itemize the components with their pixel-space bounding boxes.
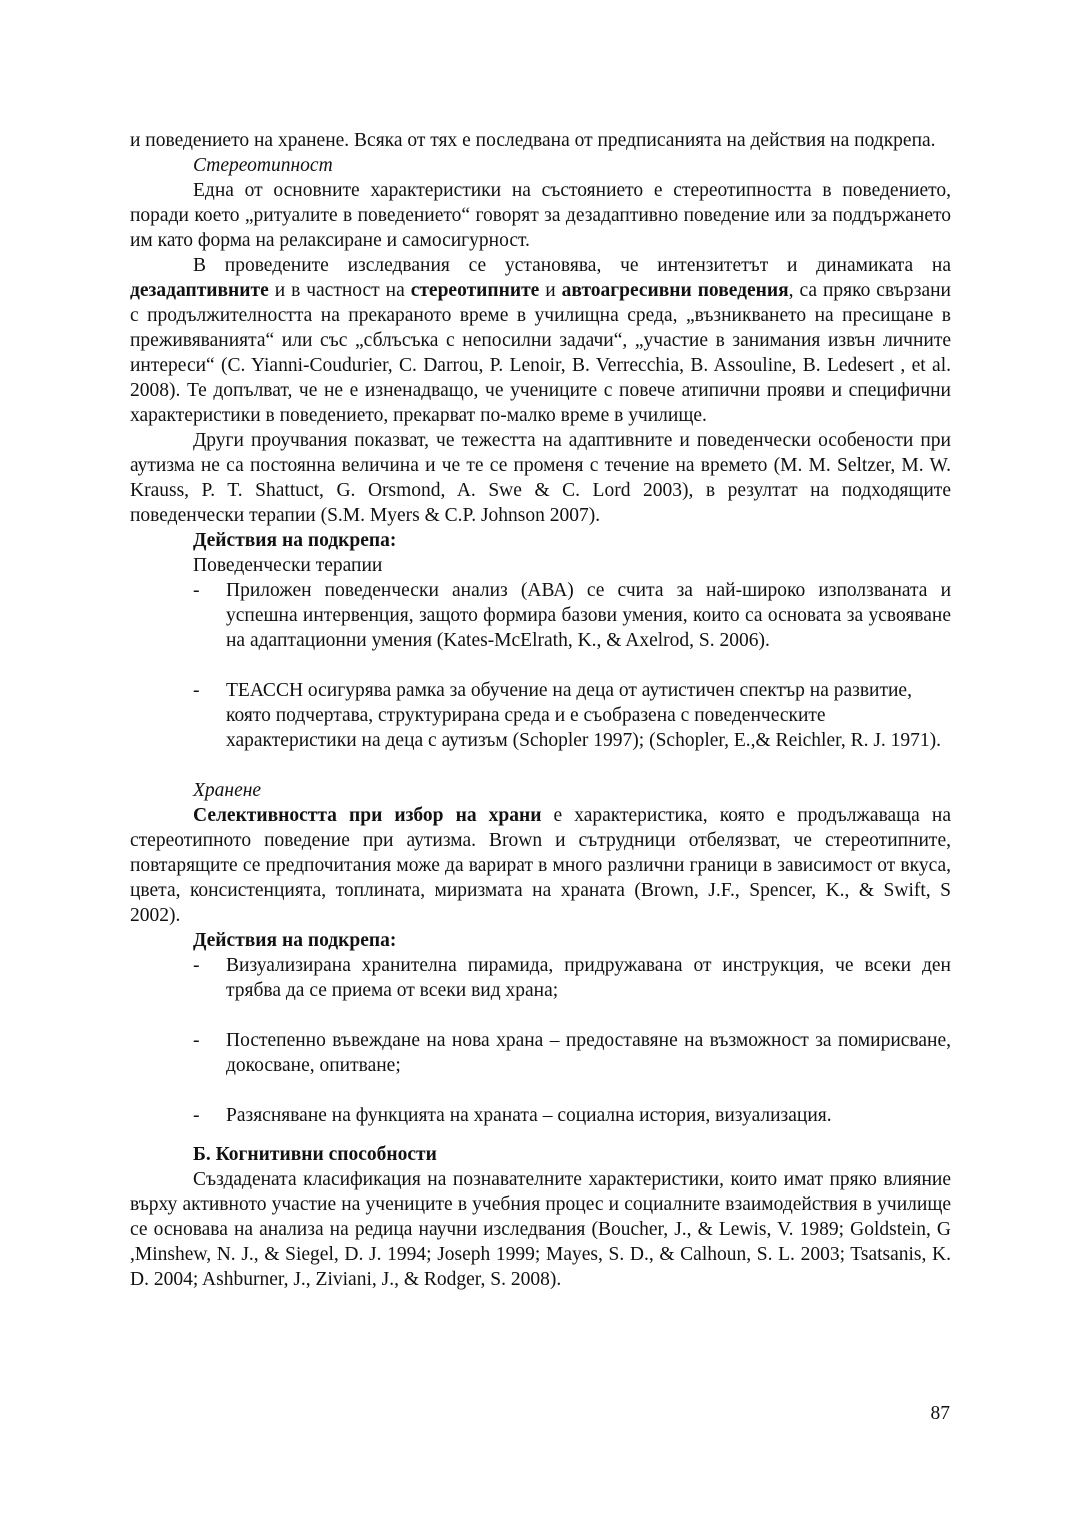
heading-stereotypy: Стереотипност bbox=[193, 155, 333, 176]
therapy-list bbox=[130, 578, 951, 753]
bold-term-self-aggressive: автоагресивни поведения bbox=[561, 280, 789, 301]
support-heading-1: Действия на подкрепа: bbox=[193, 530, 397, 551]
paragraph-cognitive: Създадената класификация на познавателните характеристики, които имат пряко влияние върху активното участие на учениците в учебния процес и социалните взаимодействия в училище се основава на анализа на редица научни изследвания (Boucher, J., & Lewis, V. 1989; Goldstein, G ,Minshew, N. J., & Siegel, D. J. 1994; Joseph 1999; Mayes, S. D., & Calhoun, S. L. 2003; Tsatsanis, K. D. 2004; Ashburner, J., Ziviani, J., & Rodger, S. 2008). bbox=[130, 1169, 951, 1290]
behavioral-therapies-label: Поведенчески терапии bbox=[193, 555, 383, 576]
page-number: 87 bbox=[930, 1403, 950, 1424]
list-item: - Постепенно въвеждане на нова храна – предоставяне на възможност за помирисване, докосване, опитване; bbox=[193, 1028, 951, 1078]
paragraph-other-studies: Други проучвания показват, че тежестта на адаптивните и поведенчески особености при аутизма не са постоянна величина и че те се променя с течение на времето (M. M. Seltzer, M. W. Krauss, P. T. Shattuct, G. Orsmond, A. Swe & C. Lord 2003), в резултат на подходящите поведенчески терапии (S.M. Myers & C.P. Johnson 2007). bbox=[130, 430, 951, 526]
feeding-list bbox=[130, 953, 951, 1128]
section-b-heading: Б. Когнитивни способности bbox=[193, 1144, 437, 1165]
list-item: - Визуализирана хранителна пирамида, придружавана от инструкция, че всеки ден трябва да се приема от всеки вид храна; bbox=[193, 953, 951, 1003]
list-item: - Приложен поведенчески анализ (АВА) се счита за най-широко използваната и успешна интервенция, защото формира базови умения, които са основата за усвояване на адаптационни умения (Kates-McElrath, K., & Axelrod, S. 2006). bbox=[193, 578, 951, 653]
heading-feeding: Хранене bbox=[193, 780, 262, 801]
list-item: - ТЕАССН осигурява рамка за обучение на деца от аутистичен спектър на развитие, която подчертава, структурирана среда и е съобразена с поведенческите характеристики на деца с аутизъм (Schopler 1997); (Schopler, E.,& Reichler, R. J. 1971). bbox=[193, 678, 951, 753]
support-heading-2: Действия на подкрепа: bbox=[193, 930, 397, 951]
bold-term-maladaptive: дезадаптивните bbox=[130, 280, 269, 301]
list-item: - Разясняване на функцията на храната – социална история, визуализация. bbox=[193, 1103, 951, 1128]
bold-term-selectivity: Селективността при избор на храни bbox=[193, 805, 542, 826]
document-page bbox=[130, 128, 951, 1292]
paragraph-stereotypy: Една от основните характеристики на състоянието е стереотипността в поведението, поради което „ритуалите в поведението“ говорят за дезадаптивно поведение или за поддържането им като форма на релаксиране и самосигурност. bbox=[130, 180, 951, 251]
bold-term-stereotypic: стереотипните bbox=[410, 280, 540, 301]
paragraph-research: В проведените изследвания се установява, че интензитетът и динамиката на дезадаптивните и в частност на стереотипните и автоагресивни поведения, са пряко свързани с продължителността на прекараното време в училищна среда, „възникването на пресищане в преживяванията“ или със „сблъсъка с непосилни задачи“, „участие в занимания извън личните интереси“ (C. Yianni-Coudurier, C. Darrou, P. Lenoir, B. Verrecchia, B. Assouline, B. Ledesert , et al. 2008). Те допълват, че не е изненадващо, че учениците с повече атипични прояви и специфични характеристики в поведението, прекарват по-малко време в училище. bbox=[130, 255, 951, 426]
paragraph-intro: и поведението на хранене. Всяка от тях е последвана от предписанията на действия на подкрепа. bbox=[130, 130, 936, 151]
paragraph-selectivity: Селективността при избор на храни е характеристика, която е продължаваща на стереотипното поведение при аутизма. Brown и сътрудници отбелязват, че стереотипните, повтарящите се предпочитания може да варират в много различни граници в зависимост от вкуса, цвета, консистенцията, топлината, миризмата на храната (Brown, J.F., Spencer, K., & Swift, S 2002). bbox=[130, 805, 951, 926]
